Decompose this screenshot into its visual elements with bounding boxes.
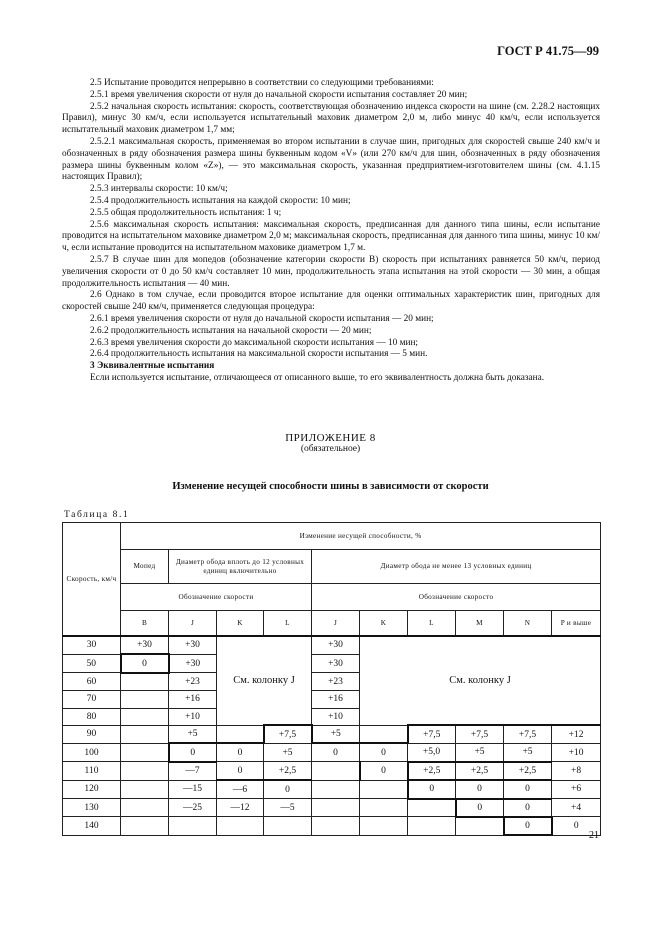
paragraph: 2.6.1 время увеличения скорости от нуля до начальной скорости испытания — 20 мин; xyxy=(90,313,434,324)
table-row xyxy=(63,799,601,817)
value-cell xyxy=(264,817,312,835)
code-cell: J xyxy=(312,611,360,637)
value-cell: +7,5 xyxy=(504,725,552,743)
value-cell: +30 xyxy=(169,654,217,672)
value-cell xyxy=(169,817,217,835)
value-cell: +7,5 xyxy=(456,725,504,743)
value-cell xyxy=(456,817,504,835)
value-cell xyxy=(121,673,169,691)
value-cell: —6 xyxy=(217,780,264,798)
value-cell: +5 xyxy=(264,743,312,761)
table-row xyxy=(63,725,601,743)
value-cell: +10 xyxy=(552,743,601,761)
value-cell: 0 xyxy=(408,780,456,798)
paragraph: Если используется испытание, отличающееся от описанного выше, то его эквивалентность должна быть доказана. xyxy=(90,372,545,383)
speed-load-table xyxy=(62,522,601,836)
value-cell xyxy=(217,817,264,835)
value-cell: +7,5 xyxy=(408,725,456,743)
document-id: ГОСТ Р 41.75—99 xyxy=(497,44,599,58)
speed-cell: 30 xyxy=(63,636,121,654)
value-cell: +16 xyxy=(169,691,217,708)
code-cell: N xyxy=(504,611,552,637)
value-cell: +30 xyxy=(312,654,360,672)
value-cell xyxy=(121,691,169,708)
value-cell: +5 xyxy=(169,725,217,743)
value-cell: +2,5 xyxy=(456,762,504,780)
paragraph: 2.5.1 время увеличения скорости от нуля до начальной скорости испытания составляет 20 мин; xyxy=(90,89,468,100)
value-cell: +30 xyxy=(169,636,217,654)
table-row xyxy=(63,762,601,780)
value-cell: +10 xyxy=(312,708,360,725)
page-number: 21 xyxy=(589,830,599,841)
paragraph: 2.5.4 продолжительность испытания на каждой скорости: 10 мин; xyxy=(90,195,351,206)
code-cell: K xyxy=(217,611,264,637)
speed-cell: 130 xyxy=(63,799,121,817)
value-cell xyxy=(312,799,360,817)
value-cell: +5 xyxy=(312,725,360,743)
appendix-subtitle: (обязательное) xyxy=(300,444,361,454)
value-cell xyxy=(360,817,408,835)
value-cell: +12 xyxy=(552,725,601,743)
value-cell: —5 xyxy=(264,799,312,817)
header-speed: Скорость, км/ч xyxy=(63,523,121,637)
value-cell: 0 xyxy=(504,780,552,798)
code-cell: L xyxy=(264,611,312,637)
appendix-heading xyxy=(0,432,661,454)
paragraph: 2.5.3 интервалы скорости: 10 км/ч; xyxy=(90,184,228,195)
value-cell xyxy=(360,799,408,817)
paragraph: 2.5.6 максимальная скорость испытания: максимальная скорость, предписанная для данного типа шины, если испытание проводится на испытательном маховике диаметром 2,0 м; максимальная скорость, предписанная для данного типа шины, минус 10 км/ч, если испытание проводится на испытательном маховике диаметром 1,7 м. xyxy=(62,219,600,254)
value-cell xyxy=(121,743,169,761)
value-cell xyxy=(217,725,264,743)
paragraph: 2.6 Однако в том случае, если проводится второе испытание для оценки оптимальных характеристик шин, пригодных для скоростей свыше 240 км/ч, применяется следующая процедура: xyxy=(62,290,600,313)
value-cell: 0 xyxy=(312,743,360,761)
speed-cell: 80 xyxy=(63,708,121,725)
value-cell xyxy=(121,817,169,835)
value-cell: +7,5 xyxy=(264,725,312,743)
value-cell: 0 xyxy=(504,799,552,817)
value-cell: 0 xyxy=(456,799,504,817)
header-speed-code: Обозначение скорости xyxy=(121,584,312,611)
value-cell: +5 xyxy=(456,743,504,761)
value-cell xyxy=(312,780,360,798)
appendix-title: ПРИЛОЖЕНИЕ 8 xyxy=(285,432,376,444)
paragraph: 2.6.3 время увеличения скорости до максимальной скорости испытания — 10 мин; xyxy=(90,337,419,348)
paragraph: 2.6.4 продолжительность испытания на максимальной скорости испытания — 5 мин. xyxy=(90,349,428,360)
value-cell: —25 xyxy=(169,799,217,817)
table-title: Изменение несущей способности шины в зависимости от скорости xyxy=(172,481,489,492)
value-cell: +30 xyxy=(312,636,360,654)
value-cell: +23 xyxy=(312,673,360,691)
value-cell: +4 xyxy=(552,799,601,817)
value-cell: +30 xyxy=(121,636,169,654)
table-row xyxy=(63,817,601,835)
value-cell xyxy=(408,817,456,835)
paragraph: 2.5.2 начальная скорость испытания: скорость, соответствующая обозначению индекса скорости на шине (см. 2.28.2 настоящих Правил), минус 30 км/ч, если используется испытательный маховик диаметром 2,0 м, либо минус 40 км/ч, если используется испытательный маховик диаметром 1,7 мм; xyxy=(62,101,600,136)
value-cell xyxy=(408,799,456,817)
header-load-change: Изменение несущей способности, % xyxy=(121,523,601,550)
value-cell: +2,5 xyxy=(504,762,552,780)
value-cell: 0 xyxy=(360,743,408,761)
value-cell xyxy=(360,780,408,798)
speed-cell: 50 xyxy=(63,654,121,672)
value-cell: —15 xyxy=(169,780,217,798)
value-cell: +16 xyxy=(312,691,360,708)
see-column-j-note: См. колонку J xyxy=(217,636,312,725)
speed-cell: 140 xyxy=(63,817,121,835)
paragraph: 2.6.2 продолжительность испытания на начальной скорости — 20 мин; xyxy=(90,325,372,336)
paragraph: 2.5.7 В случае шин для мопедов (обозначение категории скорости В) скорость при испытаниях равняется 50 км/ч, период увеличения скорости от 0 до 50 км/ч составляет 10 мин, продолжительность этапа испытания на этой скорости — 30 мин, а общая продолжительность испытания — 40 мин. xyxy=(62,254,600,289)
table-row xyxy=(63,780,601,798)
see-column-j-note: См. колонку J xyxy=(360,636,601,725)
speed-cell: 120 xyxy=(63,780,121,798)
value-cell: 0 xyxy=(552,817,601,835)
body-text xyxy=(62,78,600,385)
value-cell: +23 xyxy=(169,673,217,691)
value-cell: 0 xyxy=(169,743,217,761)
section-heading: 3 Эквивалентные испытания xyxy=(90,361,215,372)
code-cell: P и выше xyxy=(552,611,601,637)
header-rim-small: Диаметр обода вплоть до 12 условных единиц включительно xyxy=(169,550,312,584)
value-cell: —7 xyxy=(169,762,217,780)
speed-cell: 110 xyxy=(63,762,121,780)
value-cell: +2,5 xyxy=(264,762,312,780)
value-cell: +2,5 xyxy=(408,762,456,780)
header-moped: Мопед xyxy=(121,550,169,584)
value-cell xyxy=(360,725,408,743)
value-cell: —12 xyxy=(217,799,264,817)
value-cell xyxy=(121,708,169,725)
value-cell: +10 xyxy=(169,708,217,725)
speed-cell: 70 xyxy=(63,691,121,708)
value-cell: +5 xyxy=(504,743,552,761)
code-cell: K xyxy=(360,611,408,637)
value-cell xyxy=(121,762,169,780)
value-cell xyxy=(121,799,169,817)
value-cell: +8 xyxy=(552,762,601,780)
code-cell: J xyxy=(169,611,217,637)
header-speed-code: Обозначение скоросто xyxy=(312,584,601,611)
value-cell: 0 xyxy=(504,817,552,835)
value-cell: +5,0 xyxy=(408,743,456,761)
paragraph: 2.5.5 общая продолжительность испытания: 1 ч; xyxy=(90,207,282,218)
value-cell xyxy=(121,780,169,798)
speed-cell: 90 xyxy=(63,725,121,743)
value-cell xyxy=(312,762,360,780)
table-row xyxy=(63,743,601,761)
code-cell: B xyxy=(121,611,169,637)
value-cell: 0 xyxy=(456,780,504,798)
speed-cell: 100 xyxy=(63,743,121,761)
value-cell xyxy=(121,725,169,743)
value-cell: 0 xyxy=(217,762,264,780)
value-cell xyxy=(312,817,360,835)
paragraph: 2.5 Испытание проводится непрерывно в соответствии со следующими требованиями: xyxy=(90,78,434,88)
table-label: Таблица 8.1 xyxy=(64,510,130,520)
code-cell: L xyxy=(408,611,456,637)
header-rim-large: Диаметр обода не менее 13 условных единиц xyxy=(312,550,601,584)
value-cell: 0 xyxy=(360,762,408,780)
value-cell: +6 xyxy=(552,780,601,798)
value-cell: 0 xyxy=(121,654,169,672)
value-cell: 0 xyxy=(264,780,312,798)
code-cell: M xyxy=(456,611,504,637)
speed-cell: 60 xyxy=(63,673,121,691)
paragraph: 2.5.2.1 максимальная скорость, применяемая во втором испытании в случае шин, пригодных для скоростей свыше 240 км/ч и обозначенных в ряду обозначения размера шины буквенным кодом «V» (или 270 км/ч для шин, обозначенных в ряду обозначения размера шины буквенным колом «Z»), — это максимальная скорость, указанная предприятием-изготовителем шины (см. 4.1.15 настоящих Правил); xyxy=(62,136,600,183)
value-cell: 0 xyxy=(217,743,264,761)
table-row xyxy=(63,636,601,654)
